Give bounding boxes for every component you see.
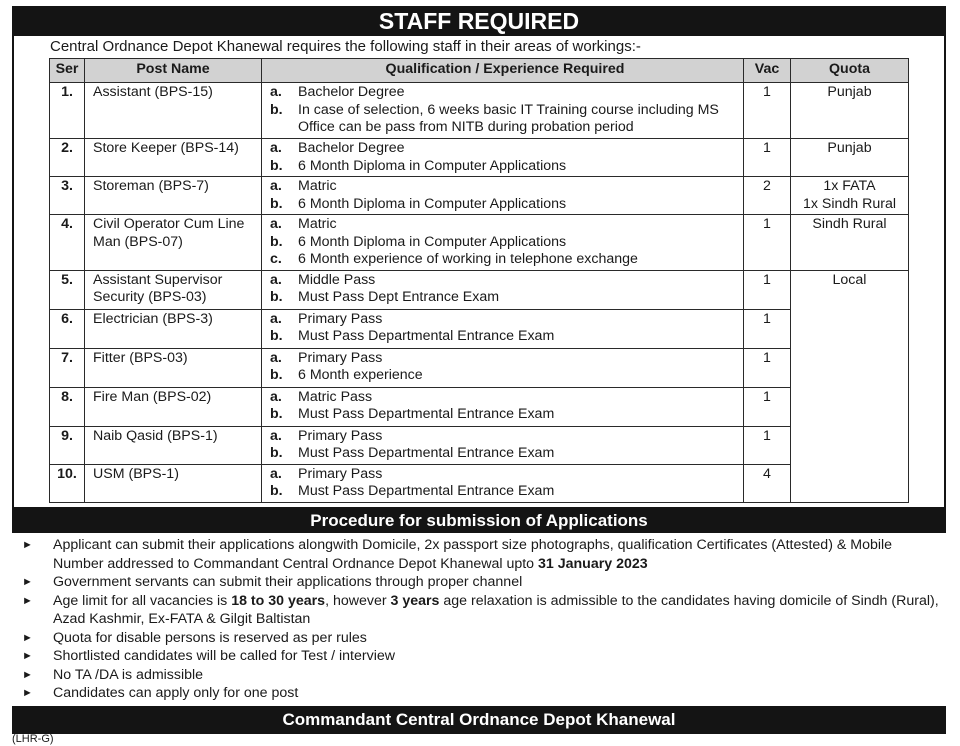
intro-text: Central Ordnance Depot Khanewal requires the following staff in their areas of workings:- [50, 38, 641, 55]
qualification-text: Matric [298, 216, 337, 232]
cell-quota: Sindh Rural [791, 215, 909, 271]
publication-code: (LHR-G) [12, 733, 54, 745]
cell-ser: 7. [50, 348, 85, 387]
cell-ser: 4. [50, 215, 85, 271]
cell-vac: 1 [744, 215, 791, 271]
arrow-bullet-icon: ► [22, 594, 33, 607]
procedure-item-text [53, 647, 395, 666]
table-row [50, 309, 909, 348]
qualification-item [270, 289, 740, 307]
qualification-item [270, 350, 740, 368]
cell-ser: 2. [50, 139, 85, 177]
qualification-text: Primary Pass [298, 465, 383, 482]
cell-post-name: Civil Operator Cum Line Man (BPS-07) [85, 215, 262, 271]
cell-post-name: Assistant Supervisor Security (BPS-03) [85, 270, 262, 309]
cell-post-name: Fitter (BPS-03) [85, 348, 262, 387]
procedure-emphasis: 18 to 30 years [231, 592, 326, 609]
qualification-text: In case of selection, 6 weeks basic IT Training course including MS Office can be pass from NITB during probation period [298, 101, 719, 135]
cell-quota: Local [791, 270, 909, 502]
qualification-text: 6 Month Diploma in Computer Applications [298, 233, 567, 250]
qualification-letter: c. [270, 251, 282, 267]
qualification-item [270, 389, 740, 407]
qualification-letter: a. [270, 271, 282, 288]
procedure-item-text [53, 684, 298, 703]
qualification-text: 6 Month experience of working in telephone exchange [298, 251, 638, 267]
qualification-item [270, 445, 740, 463]
qualification-item [270, 216, 740, 234]
procedure-item [22, 666, 946, 685]
qualification-letter: a. [270, 465, 282, 482]
procedure-item [22, 573, 946, 592]
cell-ser: 6. [50, 309, 85, 348]
cell-vac: 1 [744, 348, 791, 387]
qualification-letter: b. [270, 233, 283, 250]
procedure-segment: Candidates can apply only for one post [53, 685, 299, 701]
qualification-text: Matric Pass [298, 388, 373, 405]
procedure-item [22, 647, 946, 666]
qualification-item [270, 234, 740, 252]
table-row [50, 426, 909, 464]
cell-ser: 1. [50, 83, 85, 139]
table-row [50, 387, 909, 426]
table-row [50, 348, 909, 387]
qualification-item [270, 272, 740, 290]
qualification-letter: a. [270, 427, 282, 444]
cell-vac: 1 [744, 426, 791, 464]
cell-vac: 1 [744, 83, 791, 139]
header-post-name: Post Name [85, 59, 262, 83]
qualification-item [270, 84, 740, 102]
table-row [50, 215, 909, 271]
cell-post-name: Fire Man (BPS-02) [85, 387, 262, 426]
procedure-item-text [53, 592, 946, 629]
procedure-item [22, 536, 946, 573]
procedure-item-text [53, 629, 367, 648]
cell-qualification [262, 464, 744, 502]
header-vac: Vac [744, 59, 791, 83]
arrow-bullet-icon: ► [22, 650, 33, 662]
cell-qualification [262, 309, 744, 348]
qualification-item [270, 311, 740, 329]
arrow-bullet-icon: ► [22, 687, 33, 699]
qualification-item [270, 483, 740, 501]
header-qualification: Qualification / Experience Required [262, 59, 744, 83]
cell-qualification [262, 83, 744, 139]
footer-signature: Commandant Central Ordnance Depot Khanewal [12, 706, 946, 734]
qualification-item [270, 466, 740, 484]
qualification-letter: b. [270, 101, 283, 118]
qualification-item [270, 178, 740, 196]
qualification-text: 6 Month experience [298, 367, 423, 383]
procedure-item [22, 592, 946, 629]
cell-post-name: Storeman (BPS-7) [85, 177, 262, 215]
qualification-text: Must Pass Departmental Entrance Exam [298, 483, 555, 499]
procedure-item [22, 684, 946, 703]
qualification-letter: b. [270, 328, 283, 344]
procedure-segment: Shortlisted candidates will be called for Test / interview [53, 648, 395, 664]
cell-post-name: Naib Qasid (BPS-1) [85, 426, 262, 464]
cell-post-name: Assistant (BPS-15) [85, 83, 262, 139]
cell-qualification [262, 177, 744, 215]
cell-ser: 8. [50, 387, 85, 426]
cell-qualification [262, 348, 744, 387]
table-row [50, 83, 909, 139]
qualification-text: Must Pass Departmental Entrance Exam [298, 445, 555, 461]
cell-post-name: Electrician (BPS-3) [85, 309, 262, 348]
qualification-item [270, 158, 740, 176]
qualification-letter: a. [270, 388, 282, 405]
qualification-item [270, 140, 740, 158]
qualification-text: Bachelor Degree [298, 140, 405, 156]
qualification-item [270, 328, 740, 346]
qualification-text: Middle Pass [298, 271, 376, 288]
header-quota: Quota [791, 59, 909, 83]
qualification-text: 6 Month Diploma in Computer Applications [298, 157, 567, 174]
qualification-letter: b. [270, 406, 283, 422]
qualification-letter: b. [270, 195, 283, 212]
cell-quota: Punjab [791, 139, 909, 177]
qualification-item [270, 406, 740, 424]
procedure-segment: , however [325, 592, 391, 609]
qualification-item [270, 367, 740, 385]
procedure-segment: Government servants can submit their applications through proper channel [53, 574, 523, 590]
qualification-letter: b. [270, 483, 283, 499]
procedure-segment: Quota for disable persons is reserved as per rules [53, 629, 367, 646]
table-row [50, 270, 909, 309]
table-row [50, 464, 909, 502]
cell-vac: 4 [744, 464, 791, 502]
table-row [50, 177, 909, 215]
table-body [50, 83, 909, 503]
cell-quota: Punjab [791, 83, 909, 139]
staff-table [49, 58, 909, 503]
qualification-item [270, 196, 740, 214]
qualification-letter: a. [270, 216, 282, 232]
qualification-item [270, 251, 740, 269]
qualification-text: Must Pass Departmental Entrance Exam [298, 328, 555, 344]
qualification-text: Primary Pass [298, 427, 383, 444]
qualification-text: Primary Pass [298, 349, 383, 366]
procedure-heading: Procedure for submission of Applications [12, 508, 946, 533]
cell-ser: 10. [50, 464, 85, 502]
cell-qualification [262, 426, 744, 464]
cell-vac: 1 [744, 270, 791, 309]
cell-qualification [262, 387, 744, 426]
qualification-text: Primary Pass [298, 310, 383, 327]
header-ser: Ser [50, 59, 85, 83]
cell-ser: 9. [50, 426, 85, 464]
qualification-item [270, 102, 740, 137]
cell-post-name: USM (BPS-1) [85, 464, 262, 502]
cell-post-name: Store Keeper (BPS-14) [85, 139, 262, 177]
procedure-item-text [53, 573, 522, 592]
table-row [50, 139, 909, 177]
procedure-emphasis: 31 January 2023 [538, 555, 648, 572]
arrow-bullet-icon: ► [22, 668, 33, 681]
arrow-bullet-icon: ► [22, 631, 33, 644]
cell-vac: 1 [744, 309, 791, 348]
cell-quota: 1x FATA 1x Sindh Rural [791, 177, 909, 215]
qualification-item [270, 428, 740, 446]
qualification-letter: b. [270, 445, 283, 461]
qualification-letter: b. [270, 289, 283, 305]
qualification-letter: a. [270, 310, 282, 327]
qualification-letter: a. [270, 84, 282, 100]
qualification-letter: a. [270, 349, 282, 366]
qualification-text: Must Pass Departmental Entrance Exam [298, 406, 555, 422]
procedure-emphasis: 3 years [390, 592, 440, 609]
procedure-segment: age relaxation is admissible to the candidates having domicile of Sindh (Rural), Azad Kashmir, Ex-FATA & Gilgit Baltistan [53, 592, 939, 627]
qualification-text: Matric [298, 178, 337, 194]
cell-qualification [262, 270, 744, 309]
procedure-item-text [53, 536, 946, 573]
cell-qualification [262, 215, 744, 271]
cell-vac: 1 [744, 387, 791, 426]
cell-vac: 1 [744, 139, 791, 177]
cell-ser: 3. [50, 177, 85, 215]
page-title: STAFF REQUIRED [12, 6, 946, 36]
table-header-row [50, 59, 909, 83]
procedure-segment: No TA /DA is admissible [53, 666, 204, 683]
qualification-letter: b. [270, 157, 283, 174]
procedure-item [22, 629, 946, 648]
cell-ser: 5. [50, 270, 85, 309]
arrow-bullet-icon: ► [22, 576, 33, 588]
qualification-text: Bachelor Degree [298, 84, 405, 100]
procedure-segment: Applicant can submit their applications alongwith Domicile, 2x passport size photographs, qualification Certificates (Attested) & Mobile Number addressed to Commandant Central Ordnance Depot Khanewal upto [53, 537, 893, 572]
qualification-letter: a. [270, 178, 282, 194]
arrow-bullet-icon: ► [22, 539, 33, 551]
cell-qualification [262, 139, 744, 177]
procedure-segment: Age limit for all vacancies is [53, 592, 232, 609]
procedure-list [22, 536, 946, 703]
cell-vac: 2 [744, 177, 791, 215]
qualification-letter: a. [270, 140, 282, 156]
qualification-text: Must Pass Dept Entrance Exam [298, 289, 500, 305]
qualification-letter: b. [270, 367, 283, 383]
qualification-text: 6 Month Diploma in Computer Applications [298, 195, 567, 212]
procedure-item-text [53, 666, 203, 685]
